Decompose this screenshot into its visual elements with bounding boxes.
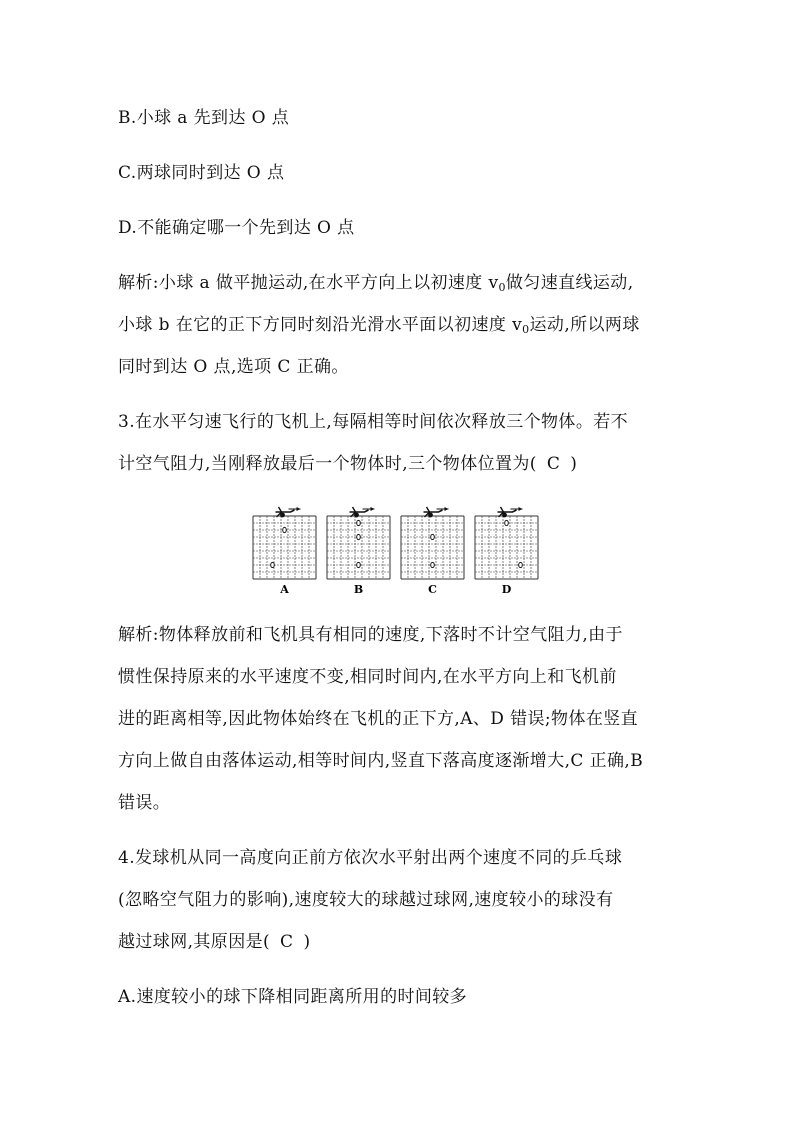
analysis-3-line-2: 惯性保持原来的水平速度不变,相同时间内,在水平方向上和飞机前 <box>118 667 617 687</box>
analysis-3-line-3: 进的距离相等,因此物体始终在飞机的正下方,A、D 错误;物体在竖直 <box>118 709 639 729</box>
ball <box>431 534 435 539</box>
option-b: B.小球 a 先到达 O 点 <box>118 108 290 128</box>
panel-label: B <box>353 583 364 596</box>
text: 越过球网,其原因是( <box>118 932 271 952</box>
question-4-line-1: 4.发球机从同一高度向正前方依次水平射出两个速度不同的乒乓球 <box>118 848 623 868</box>
figure-panel-b <box>327 507 390 596</box>
panel-label: C <box>428 583 437 596</box>
analysis-2-line-3: 同时到达 O 点,选项 C 正确。 <box>118 357 349 377</box>
panel-label: D <box>501 583 512 596</box>
question-3-line-1: 3.在水平匀速飞行的飞机上,每隔相等时间依次释放三个物体。若不 <box>118 412 629 432</box>
ball <box>431 562 435 567</box>
figure-panel-d <box>475 507 538 596</box>
option-a-q4: A.速度较小的球下降相同距离所用的时间较多 <box>118 987 468 1007</box>
analysis-2-line-2 <box>118 315 640 335</box>
text: 解析:小球 a 做平抛运动,在水平方向上以初速度 v <box>118 273 499 293</box>
subscript: 0 <box>498 281 506 294</box>
arrow-head <box>297 507 301 511</box>
question-4-line-3 <box>118 932 311 952</box>
option-c: C.两球同时到达 O 点 <box>118 163 285 183</box>
text: 做匀速直线运动, <box>505 273 634 293</box>
ball <box>505 520 509 525</box>
figure-svg <box>248 500 548 600</box>
ball <box>357 562 361 567</box>
text: 运动,所以两球 <box>529 315 640 335</box>
answer: C <box>546 454 561 474</box>
ball <box>271 562 275 567</box>
figure-panel-a <box>253 507 316 596</box>
ball <box>357 534 361 539</box>
text: ) <box>570 454 578 474</box>
option-d: D.不能确定哪一个先到达 O 点 <box>118 218 355 238</box>
ball <box>519 562 523 567</box>
analysis-3-line-5: 错误。 <box>118 793 171 813</box>
arrow-head <box>371 507 375 511</box>
drop-position-figure <box>248 500 548 600</box>
arrow-head <box>445 507 449 511</box>
text: ) <box>303 932 311 952</box>
text: 计空气阻力,当刚释放最后一个物体时,三个物体位置为( <box>118 454 537 474</box>
analysis-3-line-1: 解析:物体释放前和飞机具有相同的速度,下落时不计空气阻力,由于 <box>118 625 623 645</box>
answer: C <box>280 932 294 952</box>
analysis-3-line-4: 方向上做自由落体运动,相等时间内,竖直下落高度逐渐增大,C 正确,B <box>118 751 644 771</box>
question-3-line-2 <box>118 454 577 474</box>
text: 小球 b 在它的正下方同时刻沿光滑水平面以初速度 v <box>118 315 523 335</box>
ball <box>357 520 361 525</box>
panel-label: A <box>280 583 289 596</box>
figure-panel-c <box>401 507 464 596</box>
analysis-2-line-1 <box>118 273 634 293</box>
subscript: 0 <box>522 323 530 336</box>
ball <box>283 527 287 532</box>
question-4-line-2: (忽略空气阻力的影响),速度较大的球越过球网,速度较小的球没有 <box>118 890 614 910</box>
arrow-head <box>519 507 523 511</box>
